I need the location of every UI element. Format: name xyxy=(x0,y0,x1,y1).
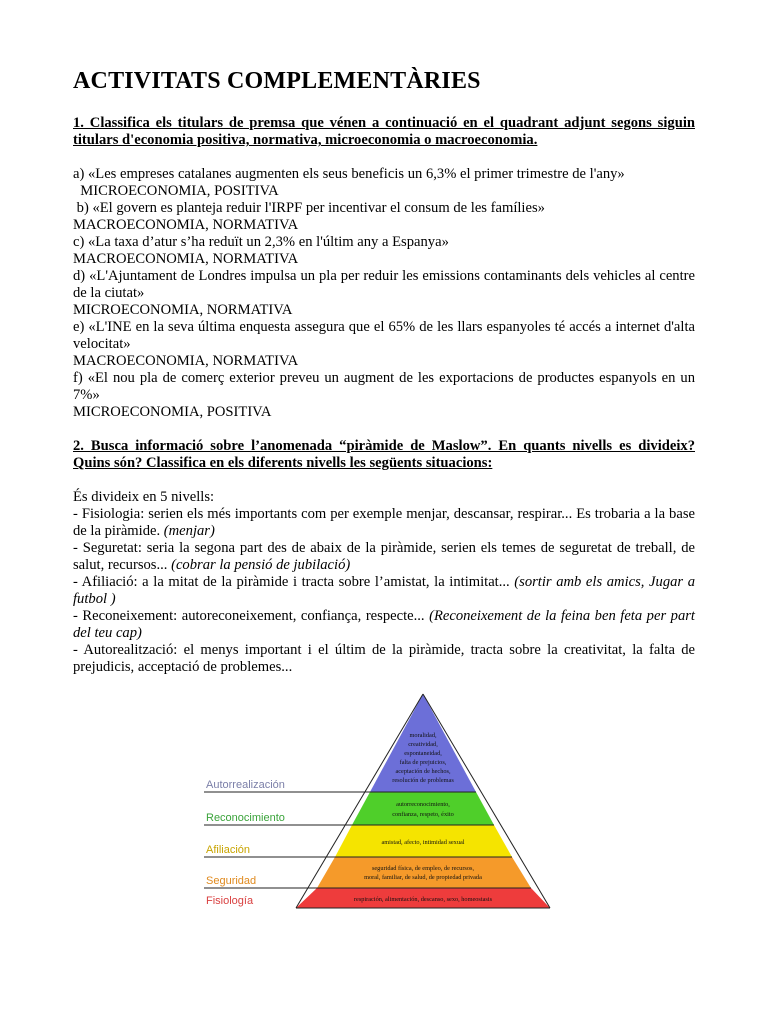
label-afiliacion: Afiliación xyxy=(206,844,251,856)
level-example: (menjar) xyxy=(163,523,215,539)
level-text: - Seguretat: seria la segona part des de abaix de la piràmide, serien els temes de seguretat de treball, de salut, recursos... xyxy=(73,540,695,573)
answer-e: MACROECONOMIA, NORMATIVA xyxy=(73,353,299,369)
level-text: - Fisiologia: serien els més importants com per exemple menjar, descansar, respirar... Es trobaria a la base de la piràmide. xyxy=(73,506,695,539)
tier-text: seguridad física, de empleo, de recursos, xyxy=(371,865,475,872)
tier-text: resolución de problemas xyxy=(392,777,454,784)
label-fisiologia: Fisiología xyxy=(206,895,254,907)
tier-text: autorreconocimiento, xyxy=(396,801,450,808)
answer-d: MICROECONOMIA, NORMATIVA xyxy=(73,302,293,318)
level-example: (Reconeixement de la feina ben feta per part del teu cap) xyxy=(73,608,695,641)
headline-d: d) «L'Ajuntament de Londres impulsa un pla per reduir les emissions contaminants dels vehicles al centre de la ciutat» xyxy=(73,268,695,301)
maslow-pyramid-figure xyxy=(198,688,558,910)
level-example: (sortir amb els amics, Jugar a futbol ) xyxy=(73,574,695,607)
tier-text: amistad, afecto, intimidad sexual xyxy=(381,839,465,846)
document-page xyxy=(73,66,695,676)
tier-text: falta de prejuicios, xyxy=(399,759,447,766)
tier-seguridad xyxy=(317,857,531,888)
levels-intro: És divideix en 5 nivells: xyxy=(73,489,215,505)
label-autorrealizacion: Autorrealización xyxy=(206,779,285,791)
level-text: - Reconeixement: autoreconeixement, confiança, respecte... xyxy=(73,608,430,624)
question-1-heading: 1. Classifica els titulars de premsa que vénen a continuació en el quadrant adjunt segons siguin titulars d'economia positiva, normativa, microeconomia o macroeconomia. xyxy=(73,115,695,148)
answer-b: MACROECONOMIA, NORMATIVA xyxy=(73,217,299,233)
headline-b: b) «El govern es planteja reduir l'IRPF per incentivar el consum de les famílies» xyxy=(73,200,545,216)
level-reconeixement xyxy=(73,608,695,642)
level-text: - Afiliació: a la mitat de la piràmide i tracta sobre l’amistat, la intimitat... xyxy=(73,574,515,590)
tier-text: moralidad, xyxy=(409,732,437,739)
level-fisiologia xyxy=(73,506,695,540)
answer-c: MACROECONOMIA, NORMATIVA xyxy=(73,251,299,267)
level-autorealitzacio xyxy=(73,642,695,676)
tier-text: espontaneidad, xyxy=(404,750,442,757)
answer-f: MICROECONOMIA, POSITIVA xyxy=(73,404,272,420)
label-reconocimiento: Reconocimiento xyxy=(206,812,285,824)
headline-a: a) «Les empreses catalanes augmenten els seus beneficis un 6,3% el primer trimestre de l'any» xyxy=(73,166,625,182)
tier-reconocimiento xyxy=(352,792,494,825)
page-title: ACTIVITATS COMPLEMENTÀRIES xyxy=(73,68,481,94)
tier-text: respiración, alimentación, descanso, sexo, homeostasis xyxy=(353,896,493,903)
tier-text: creatividad, xyxy=(408,741,438,748)
headline-c: c) «La taxa d’atur s’ha reduït un 2,3% en l'últim any a Espanya» xyxy=(73,234,449,250)
question-2-answers xyxy=(73,489,695,676)
level-seguretat xyxy=(73,540,695,574)
tier-text: aceptación de hechos, xyxy=(395,768,451,775)
label-seguridad: Seguridad xyxy=(206,875,257,887)
tier-text: confianza, respeto, éxito xyxy=(392,811,454,818)
question-2-heading: 2. Busca informació sobre l’anomenada “piràmide de Maslow”. En quants nivells es divideix? Quins són? Classifica en els diferents nivells les següents situacions: xyxy=(73,438,695,471)
level-example: (cobrar la pensió de jubilació) xyxy=(171,557,351,573)
level-text: - Autorealització: el menys important i el últim de la piràmide, tracta sobre la creativitat, la falta de prejudicis, acceptació de problemes... xyxy=(73,642,695,675)
answer-a: MICROECONOMIA, POSITIVA xyxy=(73,183,279,199)
level-afiliacio xyxy=(73,574,695,608)
headline-f: f) «El nou pla de comerç exterior preveu un augment de les exportacions de productes espanyols en un 7%» xyxy=(73,370,695,403)
question-1-items xyxy=(73,166,695,421)
headline-e: e) «L'INE en la seva última enquesta assegura que el 65% de les llars espanyoles té accés a internet d'alta velocitat» xyxy=(73,319,695,352)
tier-text: moral, familiar, de salud, de propiedad privada xyxy=(364,874,482,881)
